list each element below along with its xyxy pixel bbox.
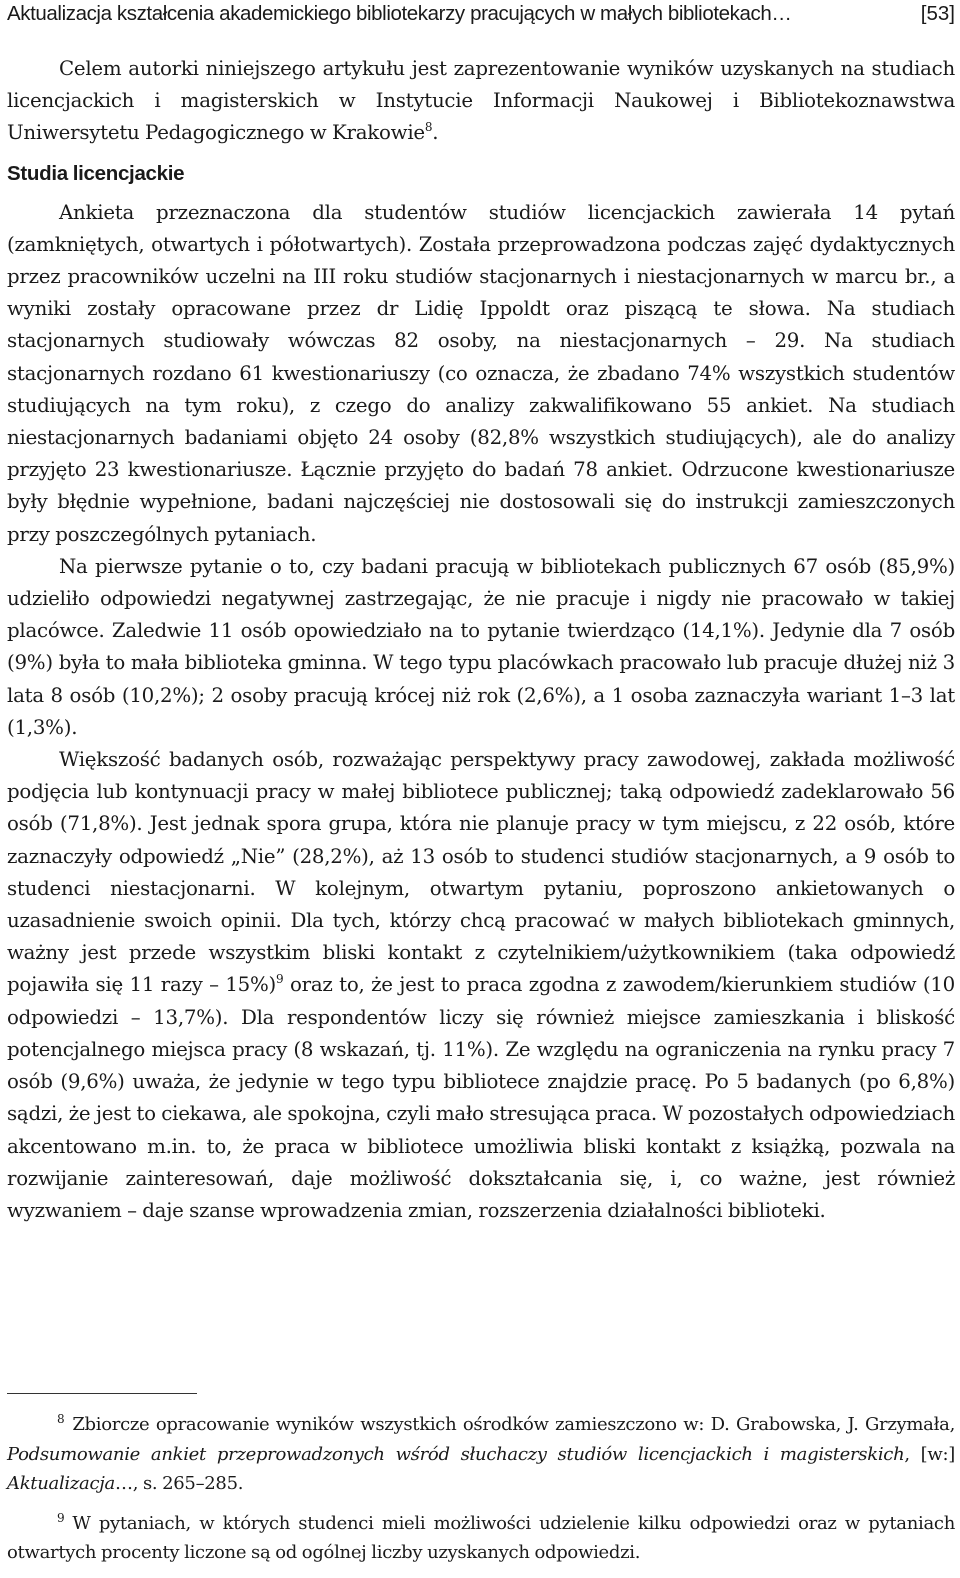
intro-paragraph — [7, 53, 955, 150]
footnote-title: Podsumowanie ankiet przeprowadzonych wśród słuchaczy studiów licencjackich i magisterskich — [7, 1443, 905, 1465]
footnote-number: 9 — [57, 1510, 65, 1525]
paragraph-first-question: Na pierwsze pytanie o to, czy badani pracują w bibliotekach publicznych 67 osób (85,9%) udzieliło odpowiedzi negatywnej zastrzegając, że nie pracuje i nigdy nie pracowało w takiej placówce. Zaledwie 11 osób opowiedziało na to pytanie twierdząco (14,1%). Jedynie dla 7 osób (9%) była to mała biblioteka gminna. W tego typu placówkach pracowało lub pracuje dłużej niż 3 lata 8 osób (10,2%); 2 osoby pracują krócej niż rok (2,6%), a 1 osoba zaznaczyła wariant 1–3 lat (1,3%). — [7, 554, 955, 739]
intro-text: Celem autorki niniejszego artykułu jest zaprezentowanie wyników uzyskanych na studiach licencjackich i magisterskich w Instytucie Informacji Naukowej i Bibliotekoznawstwa Uniwersytetu Pedagogicznego w Krakowie — [7, 57, 955, 145]
footnote-divider — [7, 1393, 197, 1394]
intro-end: . — [432, 121, 439, 145]
footnote-source: Aktualizacja — [7, 1473, 115, 1494]
paragraph-perspectives — [7, 744, 955, 1227]
running-head-title: Aktualizacja kształcenia akademickiego bibliotekarzy pracujących w małych bibliotekach… — [7, 2, 792, 25]
running-head — [7, 2, 955, 32]
footnote-text: W pytaniach, w których studenci mieli możliwości udzielenie kilku odpowiedzi oraz w pytaniach otwartych procenty liczone są od ogólnej liczby uzyskanych odpowiedzi. — [7, 1512, 955, 1563]
paragraph-perspectives-part-b: oraz to, że jest to praca zgodna z zawodem/kierunkiem studiów (10 odpowiedzi – 13,7%). Dla respondentów liczy się również miejsce zamieszkania i bliskość potencjalnego miejsca pracy (8 wskazań, tj. 11%). Ze względu na ograniczenia na rynku pracy 7 osób (9,6%) uważa, że jedynie w tego typu bibliotece znajdzie pracę. Po 5 badanych (po 6,8%) sądzi, że jest to ciekawa, ale spokojna, czyli mało stresująca praca. W pozostałych odpowiedziach akcentowano m.in. to, że praca w bibliotece umożliwia bliski kontakt z książką, pozwala na rozwijanie zainteresowań, daje możliwość dokształcania się, i, co ważne, jest również wyzwaniem – daje szanse wprowadzenia zmian, rozszerzenia działalności biblioteki. — [7, 973, 955, 1222]
footnote-9 — [7, 1509, 955, 1568]
section-heading: Studia licencjackie — [7, 161, 185, 185]
footnote-ref-9[interactable]: 9 — [276, 972, 284, 987]
body-text — [7, 53, 955, 1227]
footnote-number: 8 — [57, 1412, 65, 1426]
footnote-text: , [w:] — [904, 1443, 955, 1465]
footnote-8 — [7, 1410, 955, 1499]
footnote-ref-8[interactable]: 8 — [424, 120, 433, 135]
footnote-text: Zbiorcze opracowanie wyników wszystkich ośrodków zamieszczono w: D. Grabowska, J. Grzymała, — [72, 1414, 955, 1435]
footnote-text: …, s. 265–285. — [115, 1473, 244, 1494]
footnotes — [7, 1410, 955, 1578]
paragraph-perspectives-part-a: Większość badanych osób, rozważając perspektywy pracy zawodowej, zakłada możliwość podjęcia lub kontynuacji pracy w małej bibliotece publicznej; taką odpowiedź zadeklarowało 56 osób (71,8%). Jest jednak spora grupa, która nie planuje pracy w tym miejscu, z 22 osób, które zaznaczyły odpowiedź „Nie” (28,2%), aż 13 osób to studenci studiów stacjonarnych, a 9 osób to studenci niestacjonarni. W kolejnym, otwartym pytaniu, poproszono ankietowanych o uzasadnienie swoich opinii. Dla tych, którzy chcą pracować w małych bibliotekach gminnych, ważny jest przede wszystkim bliski kontakt z czytelnikiem/użytkownikiem (taka odpowiedź pojawiła się 11 razy – 15%) — [7, 748, 955, 997]
paragraph-survey: Ankieta przeznaczona dla studentów studiów licencjackich zawierała 14 pytań (zamkniętych, otwartych i półotwartych). Została przeprowadzona podczas zajęć dydaktycznych przez pracowników uczelni na III roku studiów stacjonarnych i niestacjonarnych w marcu br., a wyniki zostały opracowane przez dr Lidię Ippoldt oraz piszącą te słowa. Na studiach stacjonarnych studiowały wówczas 82 osoby, na niestacjonarnych – 29. Na studiach stacjonarnych rozdano 61 kwestionariuszy (co oznacza, że zbadano 74% wszystkich studentów studiujących na tym roku), z czego do analizy zakwalifikowano 55 ankiet. Na studiach niestacjonarnych badaniami objęto 24 osoby (82,8% wszystkich studiujących), ale do analizy przyjęto 23 kwestionariusze. Łącznie przyjęto do badań 78 ankiet. Odrzucone kwestionariusze były błędnie wypełnione, badani najczęściej nie dostosowali się do instrukcji zamieszczonych przy poszczególnych pytaniach. — [7, 200, 955, 546]
page-number: [53] — [920, 2, 955, 25]
